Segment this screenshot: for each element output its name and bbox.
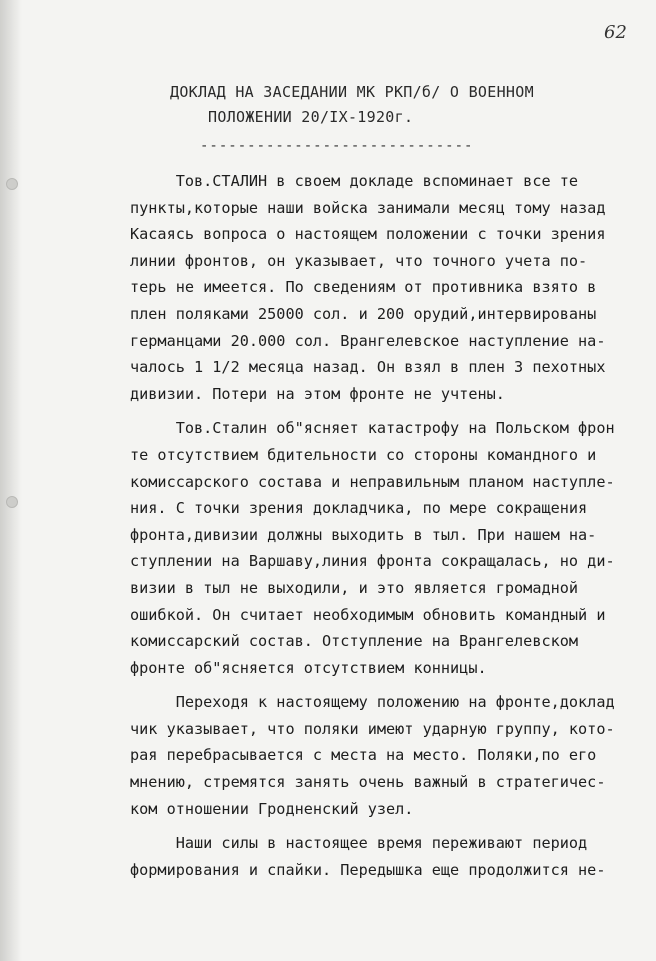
- text-line: ния. С точки зрения докладчика, по мере сокращения: [130, 499, 588, 518]
- document-title: [150, 80, 610, 130]
- page-number: 62: [604, 22, 627, 43]
- text-line: визии в тыл не выходили, и это является громадной: [130, 578, 579, 597]
- text-line: мнению, стремятся занять очень важный в стратегичес-: [130, 773, 606, 792]
- paragraph: [130, 168, 650, 407]
- text-line: фронта,дивизии должны выходить в тыл. При нашем на-: [130, 525, 597, 544]
- paragraph-gap: [130, 681, 650, 689]
- paragraph: [130, 415, 650, 681]
- text-line: те отсутствием бдительности со стороны командного и: [130, 445, 597, 464]
- text-line: комиссарского состава и неправильным планом наступле-: [130, 472, 615, 491]
- text-line: дивизии. Потери на этом фронте не учтены.: [130, 384, 505, 403]
- text-line: рая перебрасывается с места на место. Поляки,по его: [130, 746, 597, 765]
- text-line: формирования и спайки. Передышка еще продолжится не-: [130, 860, 606, 879]
- text-line: Касаясь вопроса о настоящем положении с точки зрения: [130, 225, 606, 244]
- text-line: ком отношении Гродненский узел.: [130, 799, 414, 818]
- text-line: ошибкой. Он считает необходимым обновить командный и: [130, 605, 606, 624]
- title-line: ДОКЛАД НА ЗАСЕДАНИИ МК РКП/б/ О ВОЕННОМ: [170, 83, 534, 101]
- text-line: фронте об"ясняется отсутствием конницы.: [130, 658, 487, 677]
- document-body: [130, 168, 650, 883]
- punch-hole: [6, 178, 18, 190]
- page-edge-shadow: [0, 0, 22, 961]
- text-line: ступлении на Варшаву,линия фронта сокращалась, но ди-: [130, 552, 615, 571]
- paragraph-gap: [130, 822, 650, 830]
- text-line: Тов.СТАЛИН в своем докладе вспоминает все те: [130, 172, 579, 190]
- text-line: чик указывает, что поляки имеют ударную группу, кото-: [130, 719, 615, 738]
- text-line: германцами 20.000 сол. Врангелевское наступление на-: [130, 331, 606, 350]
- punch-hole: [6, 496, 18, 508]
- paragraph: [130, 689, 650, 822]
- text-line: линии фронтов, он указывает, что точного учета по-: [130, 251, 588, 270]
- text-line: Наши силы в настоящее время переживают период: [130, 834, 588, 853]
- title-separator: -----------------------------: [200, 138, 474, 154]
- paragraph: [130, 830, 650, 883]
- title-line: ПОЛОЖЕНИИ 20/IX-1920г.: [208, 108, 414, 126]
- text-line: комиссарский состав. Отступление на Врангелевском: [130, 632, 579, 651]
- text-line: Переходя к настоящему положению на фронте,доклад: [130, 693, 615, 712]
- paragraph-gap: [130, 407, 650, 415]
- text-line: чалось 1 1/2 месяца назад. Он взял в плен 3 пехотных: [130, 358, 606, 377]
- text-line: Тов.Сталин об"ясняет катастрофу на Польском фрон: [130, 419, 615, 438]
- text-line: пункты,которые наши войска занимали месяц тому назад: [130, 198, 606, 217]
- text-line: терь не имеется. По сведениям от противника взято в: [130, 278, 597, 297]
- text-line: плен поляками 25000 сол. и 200 орудий,интервированы: [130, 304, 597, 323]
